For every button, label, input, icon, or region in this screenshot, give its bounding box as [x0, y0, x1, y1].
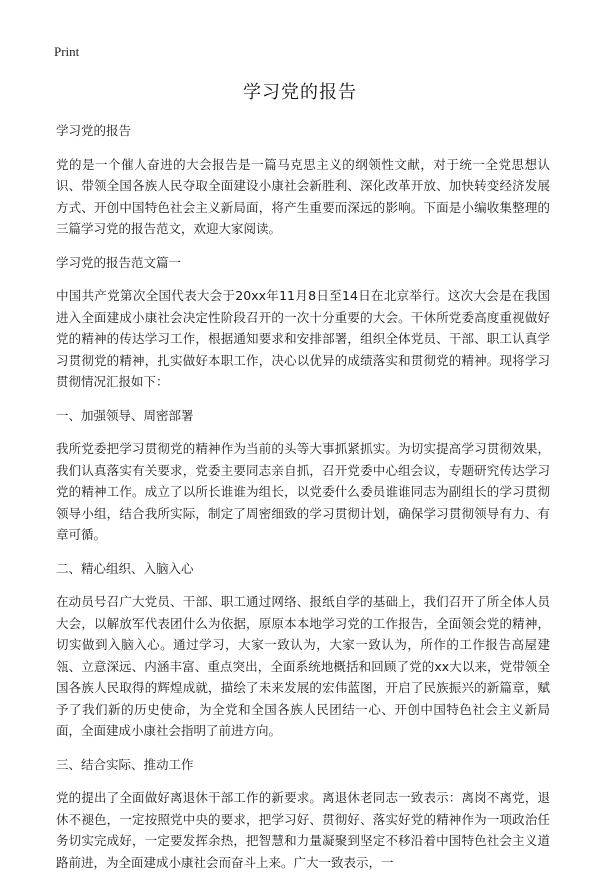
- body-paragraph: 在动员号召广大党员、干部、职工通过网络、报纸自学的基础上，我们召开了所全体人员大会，以解放军代表团什么为依据，原原本本地学习党的工作报告，全面领会党的精神，切实做到入脑入心。通过学习，大家一致认为，大家一致认为，所作的工作报告高屋建瓴、立意深远、内涵丰富、重点突出，全面系统地概括和回顾了党的xx大以来，党带领全国各族人民取得的辉煌成就，描绘了未来发展的宏伟蓝图，开启了民族振兴的新篇章，赋予了我们新的历史使命，为全党和全国各族人民团结一心、开创中国特色社会主义新局面，全面建成小康社会指明了前进方向。: [56, 594, 550, 738]
- intro-paragraph: 党的是一个催人奋进的大会报告是一篇马克思主义的纲领性文献，对于统一全党思想认识、带领全国各族人民夺取全面建设小康社会新胜利、深化改革开放、加快转变经济发展方式、开创中国特色社会主义新局面，将产生重要而深远的影响。下面是小编收集整理的三篇学习党的报告范文，欢迎大家阅读。: [56, 156, 550, 236]
- page-title: 学习党的报告: [243, 82, 357, 103]
- body-paragraph: 我所党委把学习贯彻党的精神作为当前的头等大事抓紧抓实。为切实提高学习贯彻效果，我们认真落实有关要求，党委主要同志亲自抓，召开党委中心组会议，专题研究传达学习党的精神工作。成立了以所长谁谁为组长，以党委什么委员谁谁同志为副组长的学习贯彻领导小组，结合我所实际，制定了周密细致的学习贯彻计划，确保学习贯彻领导有力、有章可循。: [56, 441, 550, 542]
- body-paragraph: 中国共产党第次全国代表大会于20xx年11月8日至14日在北京举行。这次大会是在我国进入全面建成小康社会决定性阶段召开的一次十分重要的大会。干休所党委高度重视做好党的精神的传达学习工作，根据通知要求和安排部署，组织全体党员、干部、职工认真学习贯彻党的精神，扎实做好本职工作，决心以优异的成绩落实和贯彻党的精神。现将学习贯彻情况汇报如下：: [56, 288, 550, 389]
- section-heading: 三、结合实际、推动工作: [56, 756, 194, 772]
- section-heading: 学习党的报告: [56, 123, 132, 138]
- section-heading: 学习党的报告范文篇一: [56, 254, 182, 270]
- body-paragraph: 党的提出了全面做好离退休干部工作的新要求。离退休老同志一致表示：离岗不离党，退休不褪色，一定按照党中央的要求，把学习好、贯彻好、落实好党的精神作为一项政治任务切实完成好，一定要发挥余热，把智慧和力量凝聚到坚定不移沿着中国特色社会主义道路前进，为全面建成小康社会而奋斗上来。广大一致表示，一: [56, 790, 550, 870]
- section-heading: 二、精心组织、入脑入心: [56, 560, 194, 576]
- print-link[interactable]: Print: [54, 44, 80, 59]
- document-body: [56, 120, 550, 885]
- section-heading: 一、加强领导、周密部署: [56, 407, 194, 423]
